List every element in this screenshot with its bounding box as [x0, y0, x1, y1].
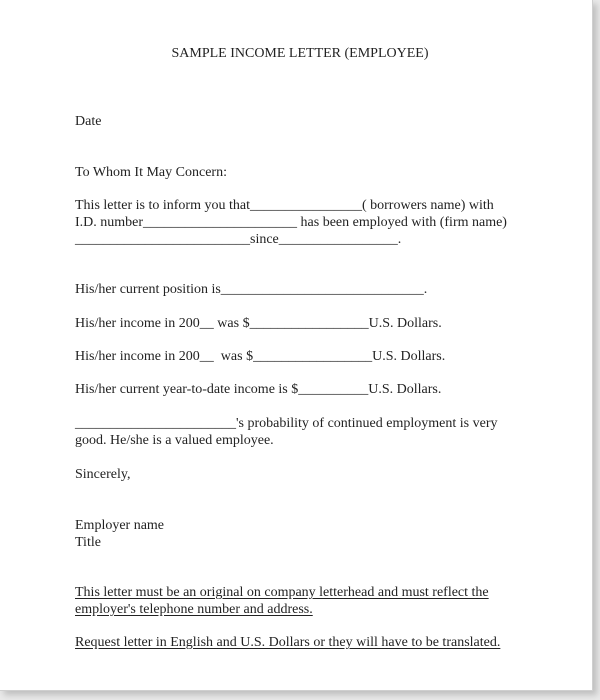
probability-line-2: good. He/she is a valued employee. [75, 433, 274, 448]
employer-name: Employer name [75, 518, 165, 533]
position-line: His/her current position is_____________________________. [75, 282, 428, 297]
income-line-2: His/her income in 200__ was $_________________U.S. Dollars. [75, 349, 446, 364]
document-title: SAMPLE INCOME LETTER (EMPLOYEE) [171, 46, 429, 61]
note-line-2: employer's telephone number and address. [75, 602, 313, 617]
ytd-income-line: His/her current year-to-date income is $__________U.S. Dollars. [75, 382, 442, 397]
date-label: Date [75, 114, 102, 129]
closing: Sincerely, [75, 467, 131, 482]
probability-line-1: _______________________'s probability of continued employment is very [75, 416, 498, 431]
intro-line-2: I.D. number______________________ has been employed with (firm name) [75, 215, 507, 230]
note-line-3: Request letter in English and U.S. Dollars or they will have to be translated. [75, 635, 501, 650]
employer-title: Title [75, 535, 101, 550]
income-line-1: His/her income in 200__ was $_________________U.S. Dollars. [75, 316, 442, 331]
intro-line-3: _________________________since_________________. [75, 232, 402, 247]
salutation: To Whom It May Concern: [75, 165, 227, 180]
intro-line-1: This letter is to inform you that________________( borrowers name) with [75, 198, 494, 213]
note-line-1: This letter must be an original on company letterhead and must reflect the [75, 585, 489, 600]
